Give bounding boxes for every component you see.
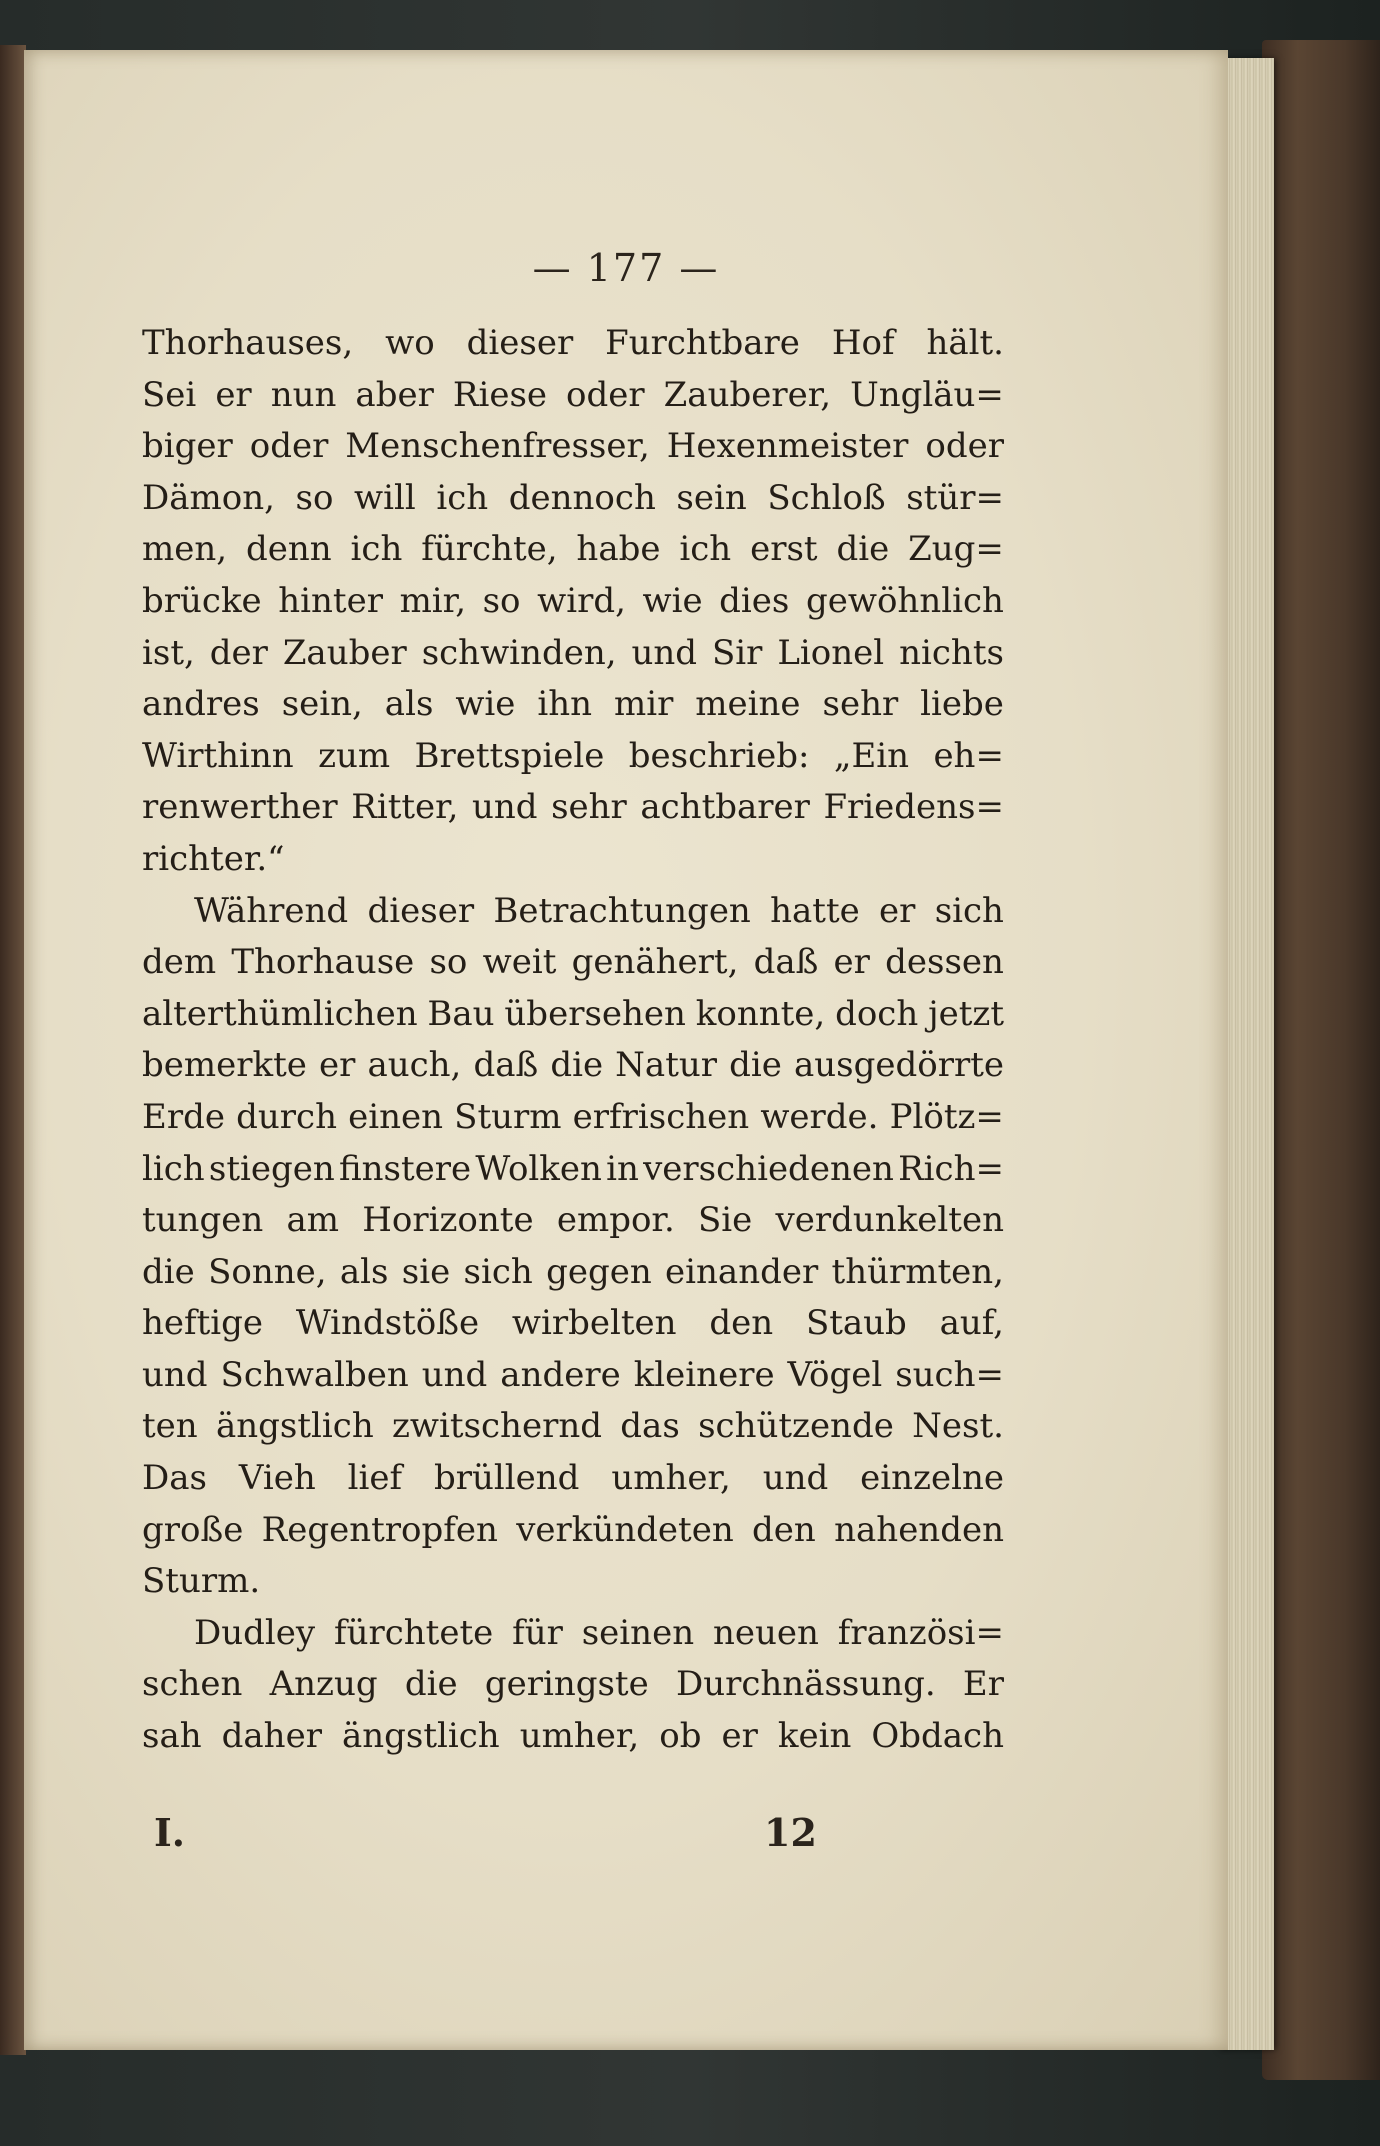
word: werde. <box>760 1096 879 1137</box>
word: auf, <box>939 1303 1004 1344</box>
word: sie <box>401 1251 451 1292</box>
text-line <box>142 782 1004 834</box>
word: weit <box>482 942 557 983</box>
word: Zug= <box>908 529 1004 570</box>
word: Vieh <box>238 1458 316 1499</box>
word: dem <box>142 942 217 983</box>
text-line <box>142 473 1004 525</box>
word: sein, <box>281 684 363 725</box>
word: ist, <box>142 632 195 673</box>
word: und <box>762 1458 829 1499</box>
word: nahenden <box>834 1509 1004 1550</box>
word: Bau <box>427 993 495 1034</box>
text-line <box>142 1505 1004 1557</box>
word: wo <box>385 323 435 363</box>
word: dennoch <box>508 477 656 518</box>
word: seinen <box>581 1612 695 1653</box>
word: Sonne, <box>208 1251 327 1292</box>
word: schen <box>142 1664 243 1705</box>
word: übersehen <box>504 993 686 1034</box>
word: Vögel <box>787 1354 883 1395</box>
word: Dämon, <box>142 477 275 518</box>
signature-number: 12 <box>764 1810 817 1855</box>
word: Schwalben <box>220 1354 409 1395</box>
word: wird, <box>537 580 626 621</box>
text-line <box>142 1092 1004 1144</box>
text-line <box>142 1401 1004 1453</box>
word: Hexenmeister <box>666 426 909 467</box>
word: Ungläu= <box>850 374 1004 415</box>
word: ten <box>142 1406 198 1447</box>
word: so <box>429 942 468 983</box>
word: sich <box>934 890 1004 931</box>
word: französi= <box>837 1612 1004 1653</box>
word: einander <box>665 1251 819 1292</box>
word: Nest. <box>912 1406 1004 1447</box>
word: hatte <box>770 890 860 931</box>
word: ängstlich <box>215 1406 374 1447</box>
word: such= <box>895 1354 1004 1395</box>
word: Rich= <box>898 1148 1004 1189</box>
line-text: richter.“ <box>142 838 285 879</box>
word: zwitschernd <box>392 1406 602 1447</box>
word: nun <box>270 374 337 415</box>
text-line <box>142 989 1004 1041</box>
word: sehr <box>822 684 899 725</box>
word: lich <box>142 1148 205 1189</box>
word: er <box>215 374 252 415</box>
word: Anzug <box>269 1664 378 1705</box>
word: sein <box>676 477 747 518</box>
text-line <box>142 679 1004 731</box>
word: bemerkte <box>142 1045 307 1086</box>
word: Windstöße <box>295 1303 480 1344</box>
word: Ritter, <box>351 787 459 828</box>
word: kleinere <box>633 1354 775 1395</box>
word: stür= <box>906 477 1004 518</box>
word: sah <box>142 1716 202 1757</box>
word: geringste <box>484 1664 649 1705</box>
word: Dudley <box>194 1612 316 1653</box>
word: biger <box>142 426 233 467</box>
volume-signature: I. <box>154 1810 186 1855</box>
word: ausgedörrte <box>793 1045 1004 1086</box>
word: achtbarer <box>640 787 810 828</box>
word: Zauberer, <box>663 374 832 415</box>
word: und <box>421 1354 488 1395</box>
word: und <box>142 1354 208 1395</box>
word: Sturm <box>454 1096 562 1137</box>
word: Thorhause <box>231 942 415 983</box>
word: Natur <box>615 1045 718 1086</box>
word: Riese <box>452 374 548 415</box>
word: Regentropfen <box>261 1509 498 1550</box>
word: oder <box>249 426 329 467</box>
word: neuen <box>712 1612 819 1653</box>
word: sehr <box>551 787 627 828</box>
word: verdunkelten <box>775 1200 1004 1241</box>
word: einen <box>348 1096 444 1137</box>
text-line <box>142 370 1004 422</box>
text-line <box>142 1659 1004 1711</box>
word: er <box>318 1045 356 1086</box>
word: und <box>631 632 698 673</box>
word: Menschenfresser, <box>345 426 650 467</box>
word: renwerther <box>142 787 338 828</box>
text-line <box>142 628 1004 680</box>
word: dessen <box>885 942 1004 983</box>
word: den <box>752 1509 816 1550</box>
word: die <box>142 1251 195 1292</box>
word: hinter <box>278 580 383 621</box>
word: doch <box>835 993 919 1034</box>
word: „Ein <box>833 735 910 776</box>
word: brücke <box>142 580 262 621</box>
word: daher <box>221 1716 322 1757</box>
word: mir, <box>399 580 467 621</box>
page-footer <box>154 1810 1014 1870</box>
word: er <box>721 1716 758 1757</box>
word: ob <box>659 1716 702 1757</box>
book-cover-right <box>1262 40 1380 2080</box>
word: einzelne <box>860 1458 1004 1499</box>
word: Sie <box>698 1200 753 1241</box>
word: Durchnässung. <box>675 1664 936 1705</box>
word: eh= <box>933 735 1004 776</box>
word: stiegen <box>208 1148 335 1189</box>
text-line <box>142 1298 1004 1350</box>
word: in <box>606 1148 639 1189</box>
word: Friedens= <box>823 787 1004 828</box>
text-line <box>142 1608 1004 1660</box>
word: nichts <box>899 632 1004 673</box>
word: schwinden, <box>421 632 617 673</box>
text-line <box>142 1040 1004 1092</box>
word: Furchtbare <box>605 323 800 363</box>
word: Betrachtungen <box>493 890 751 931</box>
book-page <box>24 50 1228 2050</box>
word: Horizonte <box>362 1200 534 1241</box>
text-line <box>142 731 1004 783</box>
word: gewöhnlich <box>805 580 1004 621</box>
word: Staub <box>805 1303 907 1344</box>
word: verschiedenen <box>643 1148 894 1189</box>
word: andere <box>500 1354 621 1395</box>
word: men, <box>142 529 228 570</box>
word: Erde <box>142 1096 225 1137</box>
word: dieser <box>466 323 574 363</box>
word: mir <box>613 684 674 725</box>
word: daß <box>473 1045 539 1086</box>
word: liebe <box>920 684 1004 725</box>
word: tungen <box>142 1200 264 1241</box>
line-text: Sturm. <box>142 1561 261 1602</box>
text-line <box>142 1453 1004 1505</box>
word: kein <box>777 1716 852 1757</box>
word: ängstlich <box>341 1716 500 1757</box>
text-line <box>142 1195 1004 1247</box>
word: den <box>709 1303 774 1344</box>
word: will <box>354 477 416 518</box>
word: ich <box>436 477 489 518</box>
text-line <box>142 1144 1004 1196</box>
body-text <box>142 318 1004 1763</box>
text-line <box>142 1350 1004 1402</box>
word: Er <box>962 1664 1004 1705</box>
word: genähert, <box>571 942 739 983</box>
text-line <box>142 576 1004 628</box>
word: ich <box>679 529 732 570</box>
word: Hof <box>831 323 895 363</box>
word: Thorhauses, <box>142 323 354 363</box>
text-line <box>142 421 1004 473</box>
word: heftige <box>142 1303 264 1344</box>
word: der <box>209 632 268 673</box>
word: lief <box>347 1458 403 1499</box>
text-line <box>142 886 1004 938</box>
word: beschrieb: <box>628 735 810 776</box>
word: fürchte, <box>421 529 558 570</box>
word: Obdach <box>871 1716 1004 1757</box>
word: Zauber <box>282 632 407 673</box>
text-line <box>142 937 1004 989</box>
word: das <box>620 1406 680 1447</box>
word: er <box>833 942 870 983</box>
word: erfrischen <box>572 1096 750 1137</box>
word: fürchtete <box>334 1612 494 1653</box>
word: verkündeten <box>516 1509 734 1550</box>
text-line <box>142 318 1004 370</box>
word: ich <box>350 529 403 570</box>
word: habe <box>576 529 661 570</box>
word: wie <box>642 580 703 621</box>
word: Sir <box>711 632 763 673</box>
word: aber <box>355 374 434 415</box>
word: Wolken <box>475 1148 602 1189</box>
text-line <box>142 1556 1004 1608</box>
word: die <box>729 1045 782 1086</box>
book-cover-left <box>0 45 26 2055</box>
word: umher, <box>519 1716 640 1757</box>
word: Wirthinn <box>142 735 294 776</box>
word: konnte, <box>695 993 826 1034</box>
word: finstere <box>338 1148 472 1189</box>
word: zum <box>318 735 391 776</box>
word: für <box>512 1612 563 1653</box>
word: so <box>295 477 334 518</box>
word: er <box>879 890 916 931</box>
word: große <box>142 1509 244 1550</box>
word: Sei <box>142 374 197 415</box>
word: Das <box>142 1458 207 1499</box>
word: durch <box>236 1096 337 1137</box>
text-line <box>142 834 1004 886</box>
text-line <box>142 1247 1004 1299</box>
word: Plötz= <box>889 1096 1004 1137</box>
word: alterthümlichen <box>142 993 418 1034</box>
page-header: — 177 — <box>532 246 720 290</box>
word: die <box>404 1664 458 1705</box>
word: erst <box>750 529 818 570</box>
word: denn <box>245 529 332 570</box>
word: am <box>286 1200 340 1241</box>
word: schützende <box>698 1406 894 1447</box>
word: als <box>339 1251 389 1292</box>
word: brüllend <box>433 1458 580 1499</box>
word: thürmten, <box>831 1251 1004 1292</box>
text-line <box>142 1711 1004 1763</box>
word: meine <box>695 684 801 725</box>
word: Lionel <box>777 632 885 673</box>
word: so <box>482 580 521 621</box>
word: wirbelten <box>511 1303 677 1344</box>
word: und <box>472 787 538 828</box>
word: gegen <box>546 1251 652 1292</box>
word: Schloß <box>767 477 886 518</box>
word: umher, <box>611 1458 731 1499</box>
word: ihn <box>537 684 593 725</box>
word: oder <box>566 374 645 415</box>
word: sich <box>463 1251 533 1292</box>
word: als <box>384 684 434 725</box>
word: jetzt <box>928 993 1004 1034</box>
word: auch, <box>367 1045 462 1086</box>
word: hält. <box>926 323 1004 363</box>
word: die <box>550 1045 604 1086</box>
word: dieser <box>367 890 475 931</box>
word: andres <box>142 684 260 725</box>
word: dies <box>719 580 790 621</box>
word: Während <box>194 890 349 931</box>
word: oder <box>925 426 1004 467</box>
word: empor. <box>556 1200 675 1241</box>
word: daß <box>753 942 819 983</box>
word: Brettspiele <box>414 735 605 776</box>
word: wie <box>455 684 516 725</box>
text-line <box>142 524 1004 576</box>
word: die <box>836 529 890 570</box>
